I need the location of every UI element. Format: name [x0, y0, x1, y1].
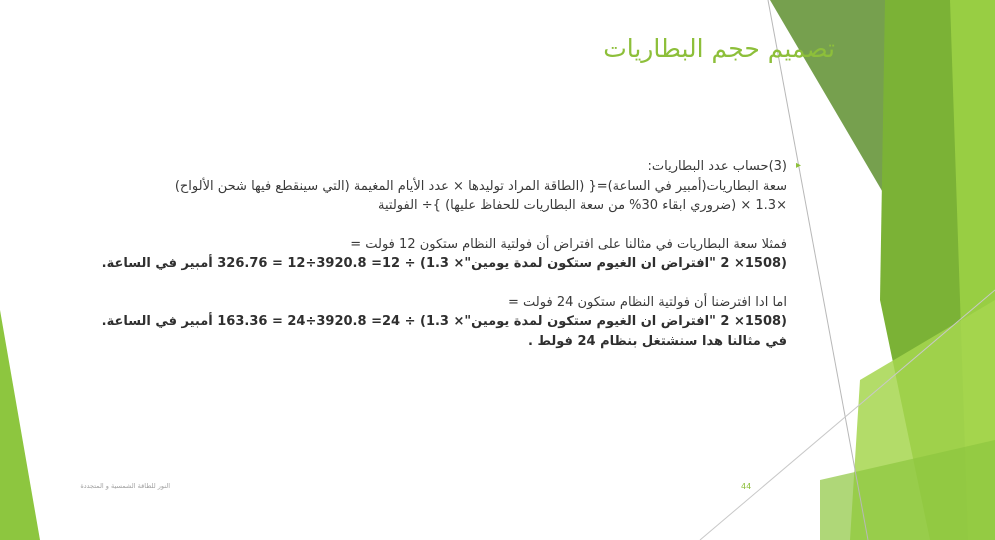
bullet-arrow-icon: ▸: [796, 160, 802, 171]
body-line-1: (3)حساب عدد البطاريات:: [647, 159, 787, 174]
page-number: 44: [741, 482, 752, 491]
slide-body: [87, 157, 787, 351]
body-line-4: فمثلا سعة البطاريات في مثالنا على افتراض أن فولتية النظام ستكون 12 فولت =: [350, 236, 787, 252]
footer-text: النور للطاقة الشمسية و المتجددة: [80, 482, 170, 490]
body-line-3: ×1.3 × (ضروري ابقاء 30% من سعة البطاريات للحفاظ عليها) }÷ الفولتية: [378, 198, 787, 213]
body-line-5: (1508× 2 "افتراض ان الغيوم ستكون لمدة يومين"× 1.3) ÷ 12= 3920.8÷12 = 326.76 أمبير في الساعة.: [101, 256, 787, 271]
slide-title: تصميم حجم البطاريات: [603, 34, 835, 63]
body-line-8: في مثالنا هدا سنشتغل بنظام 24 فولط .: [528, 333, 787, 349]
body-line-7: (1508× 2 "افتراض ان الغيوم ستكون لمدة يومين"× 1.3) ÷ 24= 3920.8÷24 = 163.36 أمبير في الساعة.: [101, 314, 787, 329]
body-line-6: اما ادا افترضنا أن فولتية النظام ستكون 24 فولت =: [508, 294, 787, 310]
body-line-2: سعة البطاريات(أمبير في الساعة)={ (الطاقة المراد توليدها × عدد الأيام المغيمة (التي سينقطع فيها شحن الألواح): [174, 178, 787, 194]
left-green-facet: [0, 310, 40, 540]
